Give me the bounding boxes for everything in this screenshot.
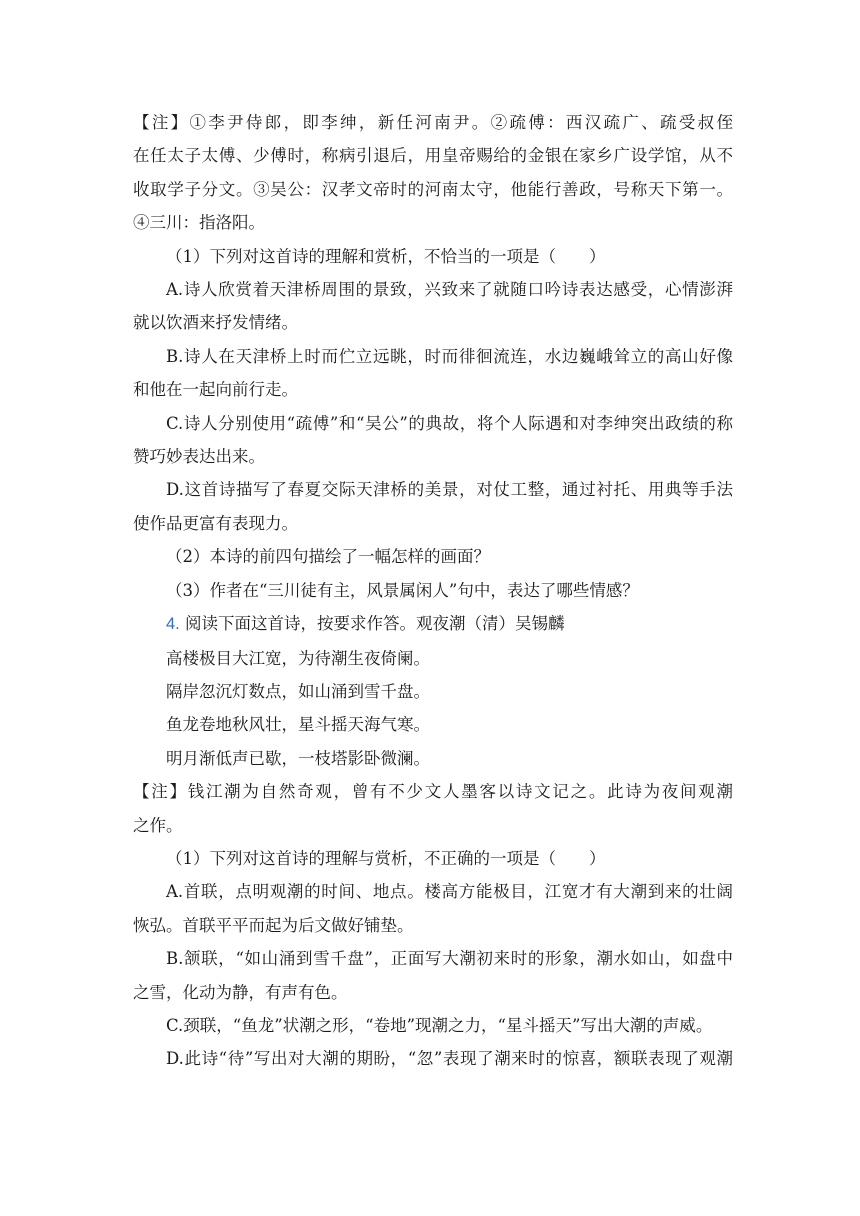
poem-line: 鱼龙卷地秋风壮，星斗摇天海气寒。	[166, 715, 430, 735]
question-3-sub-1: （1）下列对这首诗的理解和赏析，不恰当的一项是（ ）	[166, 246, 606, 266]
note-line: 收取学子分文。③吴公：汉孝文帝时的河南太守，他能行善政，号称天下第一。	[133, 179, 733, 199]
poem-line: 隔岸忽沉灯数点，如山涌到雪千盘。	[166, 681, 430, 701]
option-a: A.诗人欣赏着天津桥周围的景致，兴致来了就随口吟诗表达感受，心情澎湃	[166, 280, 733, 300]
note-line: ④三川：指洛阳。	[133, 213, 265, 233]
option-c-cont: 赞巧妙表达出来。	[133, 447, 265, 467]
option-c: C.颈联，“鱼龙”状潮之形，“卷地”现潮之力，“星斗摇天”写出大潮的声威。	[166, 1015, 713, 1035]
poem-line: 明月渐低声已歇，一枝塔影卧微澜。	[166, 748, 430, 768]
note-line: 【注】①李尹侍郎，即李绅，新任河南尹。②疏傅：西汉疏广、疏受叔侄	[133, 113, 733, 132]
option-a-cont: 就以饮酒来抒发情绪。	[133, 313, 298, 333]
option-a: A.首联，点明观潮的时间、地点。楼高方能极目，江宽才有大潮到来的壮阔	[166, 882, 733, 902]
note-line: 【注】钱江潮为自然奇观，曾有不少文人墨客以诗文记之。此诗为夜间观潮	[133, 782, 733, 802]
question-number: 4.	[166, 615, 180, 634]
option-d-cont: 使作品更富有表现力。	[133, 513, 298, 533]
option-b: B.诗人在天津桥上时而伫立远眺，时而徘徊流连，水边巍峨耸立的高山好像	[166, 346, 733, 366]
option-d: D.此诗“待”写出对大潮的期盼，“忽”表现了潮来时的惊喜，额联表现了观潮	[166, 1049, 733, 1069]
question-4-prompt	[133, 607, 733, 641]
option-a-cont: 恢弘。首联平平而起为后文做好铺垫。	[133, 915, 414, 935]
question-3-sub-3: （3）作者在“三川徒有主，风景属闲人”句中，表达了哪些情感？	[166, 580, 639, 600]
poem-line: 高楼极目大江宽，为待潮生夜倚阑。	[166, 648, 430, 668]
option-b-cont: 之雪，化动为静，有声有色。	[133, 982, 348, 1002]
option-c: C.诗人分别使用“疏傅”和“吴公”的典故，将个人际遇和对李绅突出政绩的称	[166, 413, 733, 433]
option-b: B.颔联，“如山涌到雪千盘”，正面写大潮初来时的形象，潮水如山，如盘中	[166, 949, 733, 969]
option-b-cont: 和他在一起向前行走。	[133, 380, 298, 400]
question-4-text: 阅读下面这首诗，按要求作答。观夜潮（清）吴锡麟	[185, 614, 565, 634]
option-d: D.这首诗描写了春夏交际天津桥的美景，对仗工整，通过衬托、用典等手法	[166, 480, 733, 500]
note-line: 在任太子太傅、少傅时，称病引退后，用皇帝赐给的金银在家乡广设学馆，从不	[133, 146, 733, 166]
question-3-sub-2: （2）本诗的前四句描绘了一幅怎样的画面？	[166, 547, 490, 567]
question-4-sub-1: （1）下列对这首诗的理解与赏析，不正确的一项是（ ）	[166, 848, 606, 868]
document-page	[133, 106, 733, 1076]
note-line: 之作。	[133, 815, 183, 835]
